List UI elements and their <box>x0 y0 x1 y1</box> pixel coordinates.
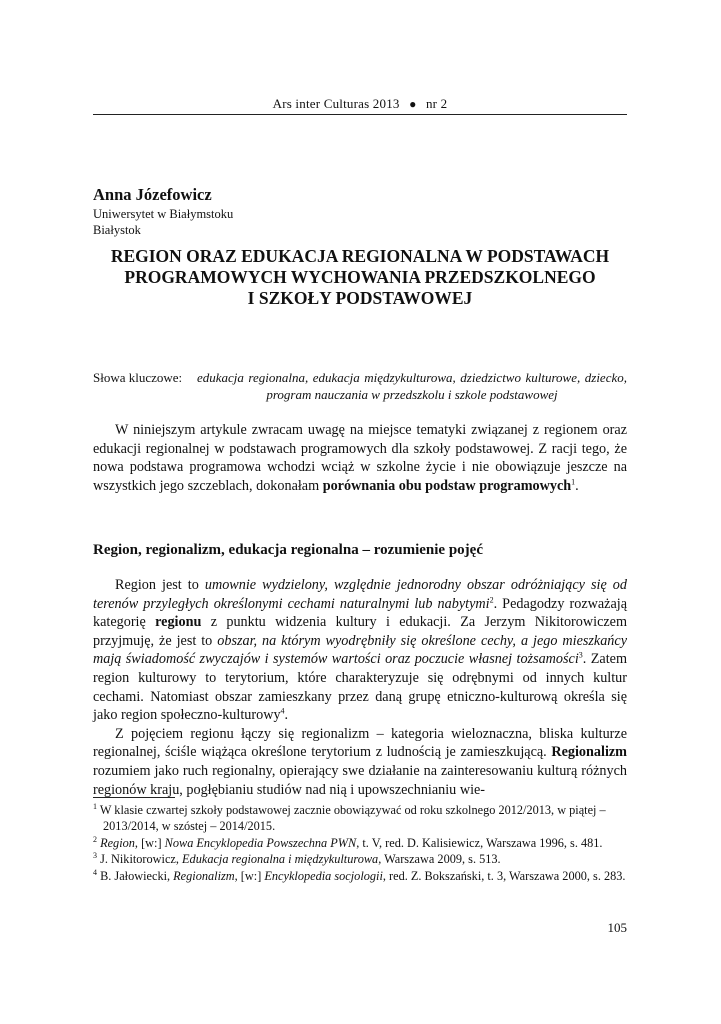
body-text <box>93 576 627 799</box>
footnote-text: W klasie czwartej szkoły podstawowej zacznie obowiązywać od roku szkolnego 2012/2013, w piątej – 2013/2014, w szóstej – 2014/2015. <box>97 803 606 834</box>
footnote-text: , t. V, red. D. Kalisiewicz, Warszawa 1996, s. 481. <box>356 835 603 850</box>
journal-name: Ars inter Culturas 2013 <box>272 96 400 111</box>
definition-quote: umownie wydzielony, względnie jednorodny obszar odróżniający się od terenów przyległych określonymi cechami naturalnymi lub nabytymi <box>93 577 627 612</box>
footnote-text: J. Nikitorowicz, <box>97 852 183 867</box>
keywords-label: Słowa kluczowe: <box>93 370 183 385</box>
text-run: . Zatem region kulturowy to terytorium, które charakteryzuje się odrębnymi od innych kultur cechami. Natomiast obszar zamieszkany przez daną grupę etniczno-kulturową określa się jako region społeczno-kulturowy <box>93 651 627 724</box>
text-run: z punktu widzenia kultury i edukacji. Za Jerzym Nikitorowiczem przyjmuję, że jest to <box>93 614 627 649</box>
author-name: Anna Józefowicz <box>93 185 212 204</box>
title-line: PROGRAMOWYCH WYCHOWANIA PRZEDSZKOLNEGO <box>124 267 596 287</box>
footnote-text: , [w:] <box>234 868 265 883</box>
text-run: rozumiem jako ruch regionalny, opierający swe działanie na zainteresowaniu kulturą różnych regionów kraju, pogłębianiu studiów nad nią i upowszechnianiu wie- <box>93 762 627 798</box>
title-line: I SZKOŁY PODSTAWOWEJ <box>247 288 473 308</box>
title-line: REGION ORAZ EDUKACJA REGIONALNA W PODSTAWACH <box>110 246 610 266</box>
term-emphasis: Regionalizm <box>551 744 627 761</box>
footnote-text: B. Jałowiecki, <box>97 868 174 883</box>
text-run: Z pojęciem regionu łączy się regionalizm – kategoria wieloznaczna, bliska kulturze regionalnej, ściśle wiążąca określone terytorium z ludnością je zamieszkującą. <box>93 725 627 761</box>
footnote-title: Region <box>100 835 135 850</box>
footnote-number: 4 <box>93 867 97 877</box>
article-title <box>93 246 627 309</box>
footnote <box>93 835 627 851</box>
footnote-text: , [w:] <box>134 835 165 850</box>
intro-text-end: . <box>575 477 579 494</box>
intro-text: W niniejszym artykule zwracam uwagę na miejsce tematyki związanej z regionem oraz edukacji regionalnej w podstawach programowych dla szkoły podstawowej. Z racji tego, że nowa podstawa programowa wchodzi wciąż w szkolne życie i nie obowiązuje jeszcze na wszystkich jego szczeblach, dokonałam <box>93 422 627 494</box>
footnote-text: , Warszawa 2009, s. 513. <box>378 852 501 867</box>
definition-quote: obszar, na którym wyodrębniły się określone cechy, a jego mieszkańcy mają świadomość zwyczajów i systemów wartości oraz poczucie własnej tożsamości <box>93 632 627 668</box>
footnote-title: Nowa Encyklopedia Powszechna PWN <box>164 835 357 850</box>
header-separator: ● <box>409 97 417 111</box>
footnote-number: 2 <box>93 834 97 844</box>
running-header <box>93 96 627 112</box>
keywords-text: edukacja regionalna, edukacja międzykulturowa, dziedzictwo kulturowe, dziecko, program nauczania w przedszkolu i szkole podstawowej <box>197 370 627 402</box>
footnote-ref: 1 <box>571 477 576 487</box>
footnote-ref: 2 <box>489 594 494 604</box>
author-city: Białystok <box>93 223 141 237</box>
body-paragraph <box>93 725 627 799</box>
text-run: Region jest to <box>115 577 205 593</box>
footnote-number: 3 <box>93 851 97 861</box>
footnote-ref: 4 <box>280 706 285 716</box>
footnote-ref: 3 <box>578 650 583 660</box>
body-paragraph <box>93 576 627 725</box>
footnote-rule <box>93 797 175 798</box>
footnote-title: Encyklopedia socjologii <box>264 868 383 883</box>
section-heading: Region, regionalizm, edukacja regionalna – rozumienie pojęć <box>93 542 483 558</box>
footnote-number: 1 <box>93 801 97 811</box>
intro-paragraph <box>93 421 627 495</box>
issue-number: nr 2 <box>425 96 448 111</box>
author-affiliation: Uniwersytet w Białymstoku <box>93 207 234 221</box>
text-run: . Pedagodzy rozważają kategorię <box>93 595 627 631</box>
header-rule <box>93 114 627 115</box>
footnotes <box>93 802 627 884</box>
page-number: 105 <box>607 920 627 935</box>
footnote-title: Edukacja regionalna i międzykulturowa <box>182 852 379 867</box>
footnote <box>93 802 627 835</box>
footnote <box>93 868 627 884</box>
term-emphasis: regionu <box>155 614 202 631</box>
intro-emphasis: porównania obu podstaw programowych <box>322 477 572 494</box>
footnote <box>93 851 627 867</box>
footnote-text: , red. Z. Bokszański, t. 3, Warszawa 2000, s. 283. <box>382 868 626 883</box>
footnote-title: Regionalizm <box>173 868 235 883</box>
text-run: . <box>284 707 289 724</box>
